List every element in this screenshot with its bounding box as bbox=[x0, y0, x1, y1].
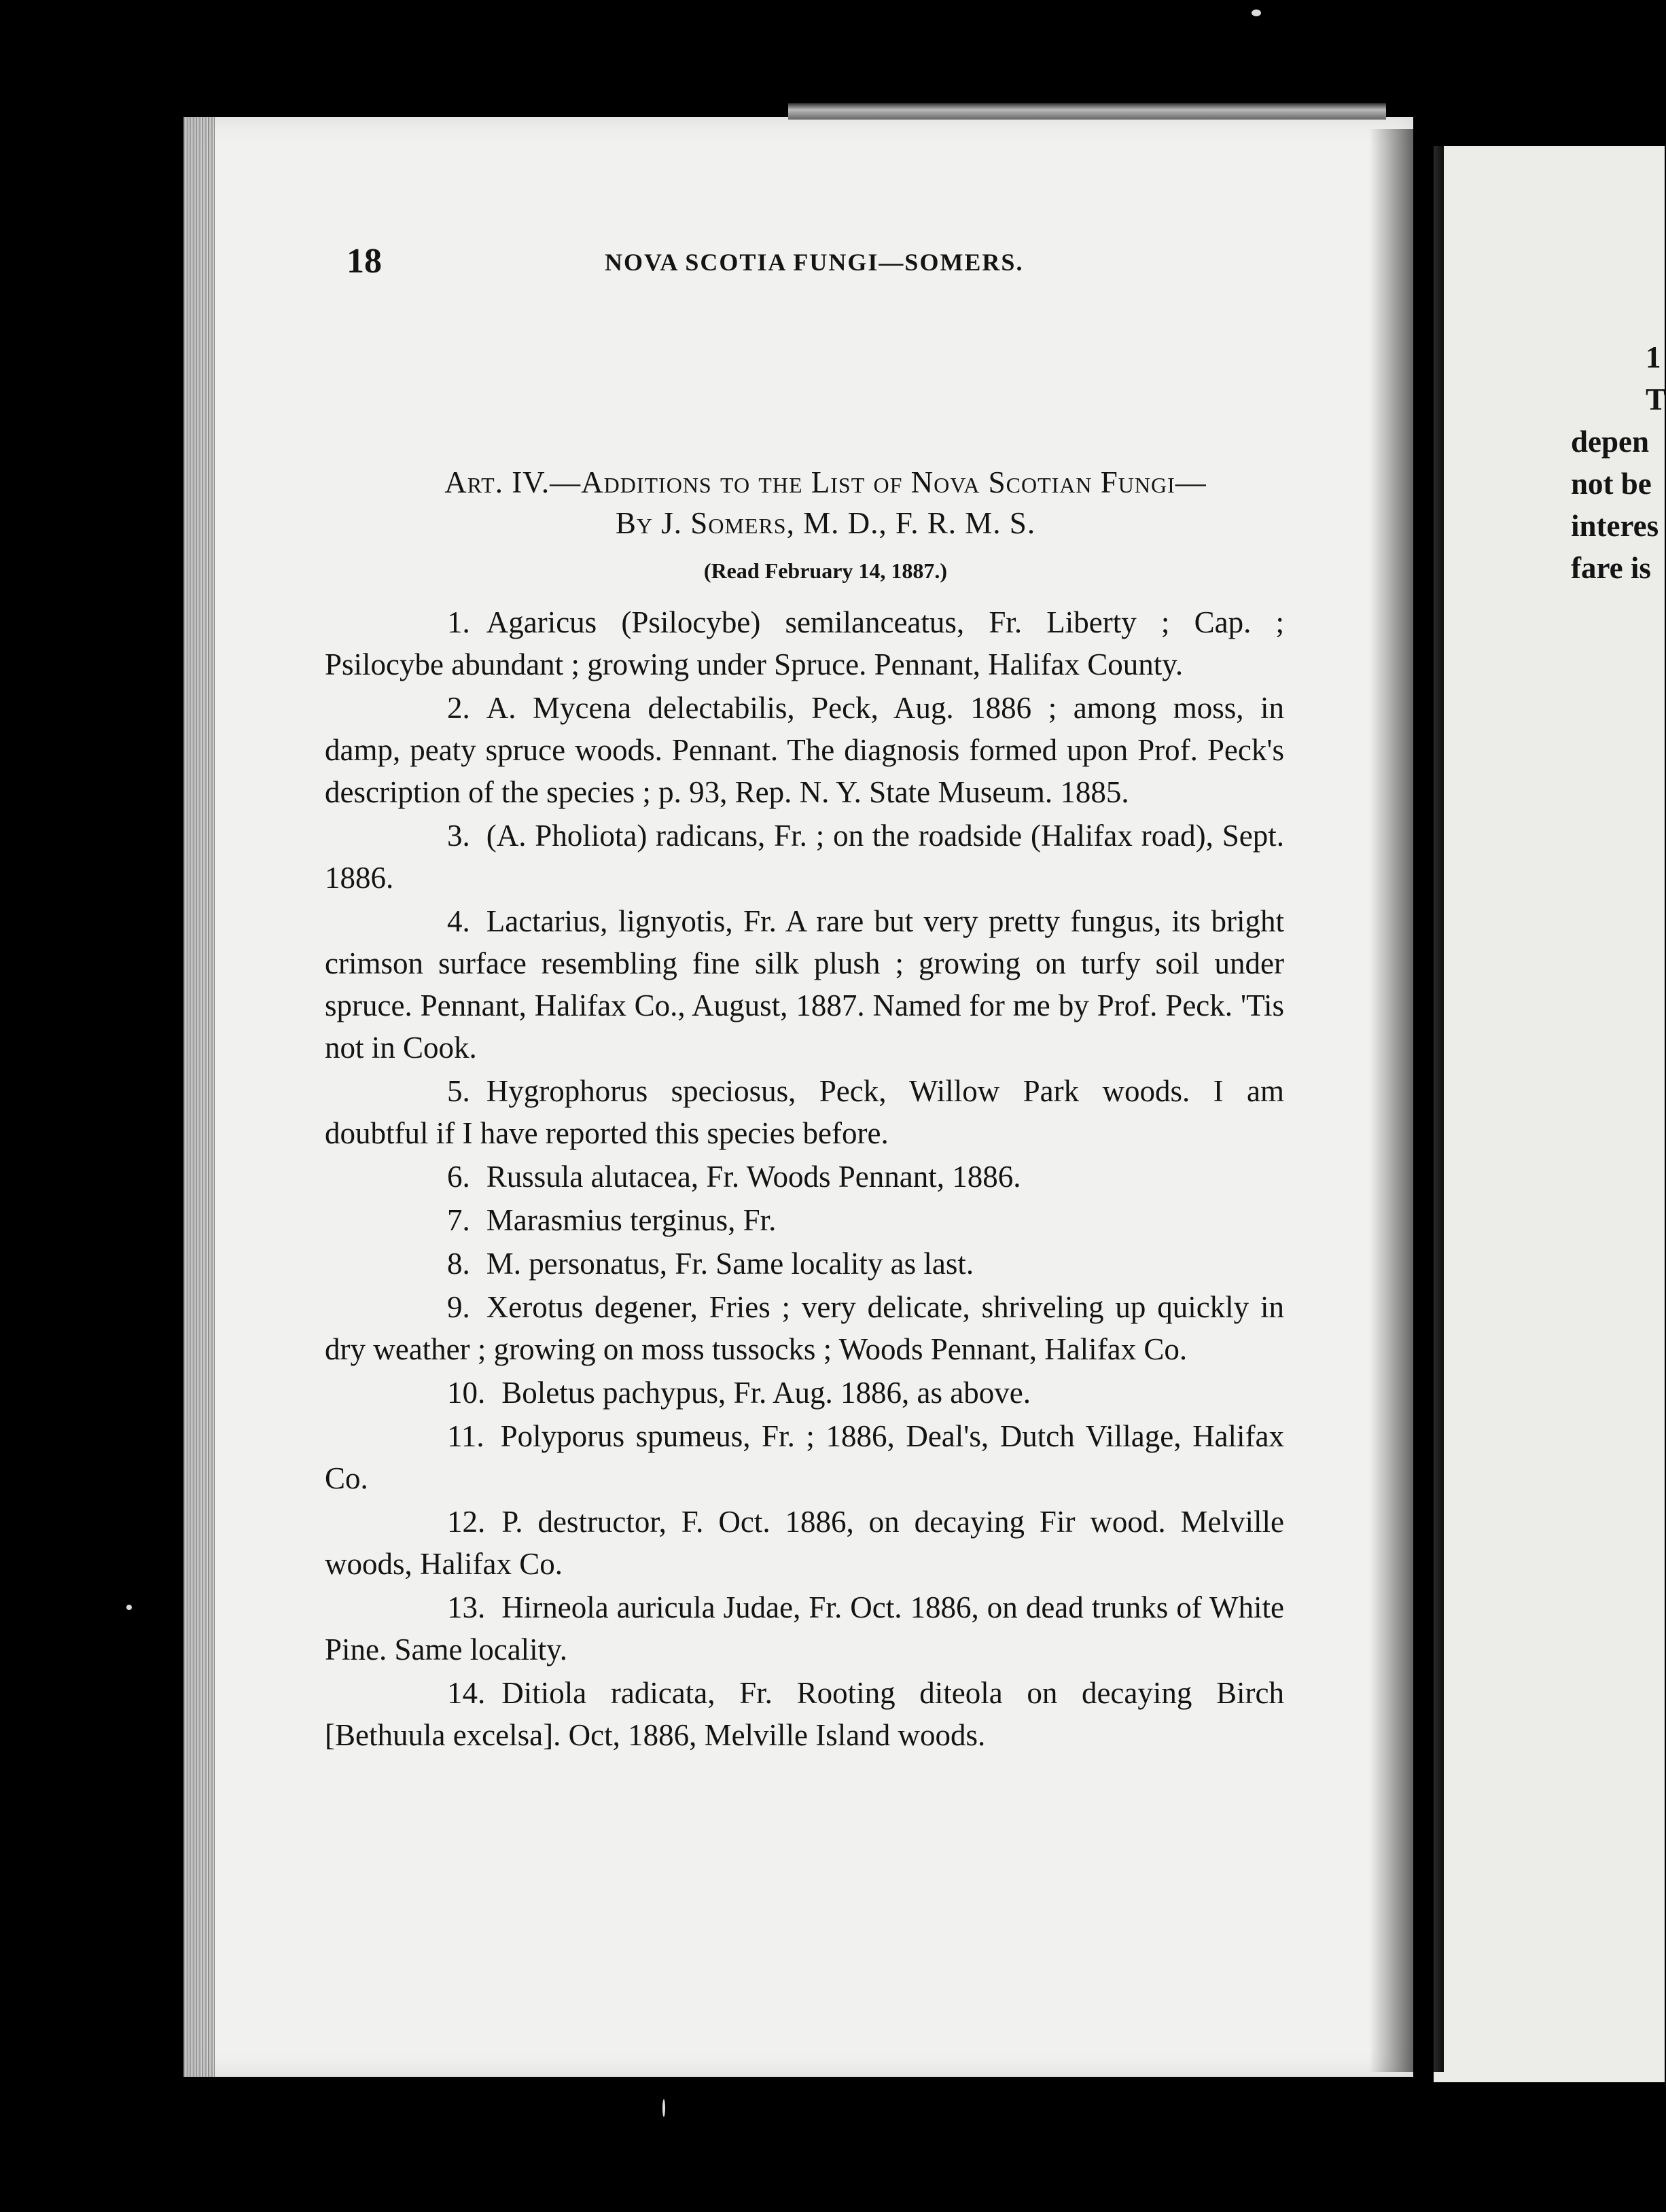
entry-number: 13. bbox=[447, 1590, 486, 1624]
entry-number: 5. bbox=[447, 1074, 470, 1108]
entry-text: M. personatus, Fr. Same locality as last. bbox=[486, 1247, 974, 1281]
adjacent-page-text bbox=[1571, 336, 1666, 589]
entry-number: 10. bbox=[447, 1376, 486, 1410]
running-head bbox=[347, 241, 1311, 289]
list-item bbox=[325, 1156, 1284, 1198]
entry-text: Hirneola auricula Judae, Fr. Oct. 1886, on dead trunks of White Pine. Same locality. bbox=[325, 1590, 1284, 1666]
list-item bbox=[325, 900, 1284, 1069]
gutter-shadow bbox=[1369, 129, 1444, 2072]
entry-number: 8. bbox=[447, 1247, 470, 1281]
page-top-edge bbox=[788, 103, 1386, 120]
list-item bbox=[325, 1415, 1284, 1499]
list-item bbox=[325, 1199, 1284, 1241]
entry-text: Lactarius, lignyotis, Fr. A rare but very pretty fungus, its bright crimson surface resembling fine silk plush ; growing on turfy soil under spruce. Pennant, Halifax Co., August, 1887. Named for me by Prof. Peck. 'Tis not in Cook. bbox=[325, 904, 1284, 1065]
entry-number: 2. bbox=[447, 691, 470, 725]
adjacent-page-fragment: not be bbox=[1571, 467, 1652, 501]
entry-text: Boletus pachypus, Fr. Aug. 1886, as above. bbox=[501, 1376, 1031, 1410]
entry-number: 1. bbox=[447, 605, 470, 639]
read-date: (Read February 14, 1887.) bbox=[703, 558, 948, 583]
dust-speck bbox=[126, 1605, 132, 1610]
entry-text: Marasmius terginus, Fr. bbox=[486, 1203, 777, 1237]
list-item bbox=[325, 1243, 1284, 1285]
entry-text: (A. Pholiota) radicans, Fr. ; on the roadside (Halifax road), Sept. 1886. bbox=[325, 819, 1284, 895]
adjacent-page-fragment: 1 bbox=[1646, 340, 1661, 374]
entry-text: A. Mycena delectabilis, Peck, Aug. 1886 ; among moss, in damp, peaty spruce woods. Pennant. The diagnosis formed upon Prof. Peck's description of the species ; p. 93, Rep. N. Y. State Museum. 1885. bbox=[325, 691, 1284, 809]
entry-number: 7. bbox=[447, 1203, 470, 1237]
list-item bbox=[325, 1070, 1284, 1154]
entry-text: Xerotus degener, Fries ; very delicate, shriveling up quickly in dry weather ; growing on moss tussocks ; Woods Pennant, Halifax Co. bbox=[325, 1290, 1284, 1366]
list-item bbox=[325, 687, 1284, 813]
entry-text: Ditiola radicata, Fr. Rooting diteola on decaying Birch [Bethuula excelsa]. Oct, 1886, Melville Island woods. bbox=[325, 1676, 1284, 1752]
running-title: NOVA SCOTIA FUNGI—SOMERS. bbox=[605, 249, 1024, 276]
entry-number: 11. bbox=[447, 1419, 484, 1453]
entry-number: 6. bbox=[447, 1160, 470, 1194]
page-edge-stack bbox=[183, 117, 215, 2077]
dust-speck bbox=[1252, 10, 1261, 16]
list-item bbox=[325, 1501, 1284, 1585]
page-number: 18 bbox=[347, 242, 382, 281]
entry-text: P. destructor, F. Oct. 1886, on decaying Fir wood. Melville woods, Halifax Co. bbox=[325, 1505, 1284, 1581]
entry-number: 3. bbox=[447, 819, 470, 853]
list-item bbox=[325, 1286, 1284, 1370]
dust-speck bbox=[662, 2099, 665, 2117]
adjacent-page-fragment: T bbox=[1646, 382, 1666, 416]
article-header bbox=[340, 462, 1311, 586]
list-item bbox=[325, 601, 1284, 685]
entry-text: Polyporus spumeus, Fr. ; 1886, Deal's, Dutch Village, Halifax Co. bbox=[325, 1419, 1284, 1495]
entry-number: 9. bbox=[447, 1290, 470, 1324]
list-item bbox=[325, 1372, 1284, 1414]
list-item bbox=[325, 1586, 1284, 1671]
entry-number: 14. bbox=[447, 1676, 486, 1710]
entry-text: Russula alutacea, Fr. Woods Pennant, 1886. bbox=[486, 1160, 1021, 1194]
entry-text: Agaricus (Psilocybe) semilanceatus, Fr. Liberty ; Cap. ; Psilocybe abundant ; growing under Spruce. Pennant, Halifax County. bbox=[325, 605, 1284, 681]
entry-number: 12. bbox=[447, 1505, 486, 1539]
article-title: Art. IV.—Additions to the List of Nova Scotian Fungi— bbox=[444, 465, 1207, 499]
list-item bbox=[325, 1672, 1284, 1756]
entry-text: Hygrophorus speciosus, Peck, Willow Park woods. I am doubtful if I have reported this species before. bbox=[325, 1074, 1284, 1150]
adjacent-page-fragment: interes bbox=[1571, 509, 1659, 543]
adjacent-page-fragment: fare is bbox=[1571, 551, 1651, 585]
adjacent-page-fragment: depen bbox=[1571, 425, 1650, 459]
list-item bbox=[325, 815, 1284, 899]
entry-number: 4. bbox=[447, 904, 470, 938]
species-list bbox=[325, 601, 1284, 1758]
article-byline: By J. Somers, M. D., F. R. M. S. bbox=[615, 506, 1036, 540]
